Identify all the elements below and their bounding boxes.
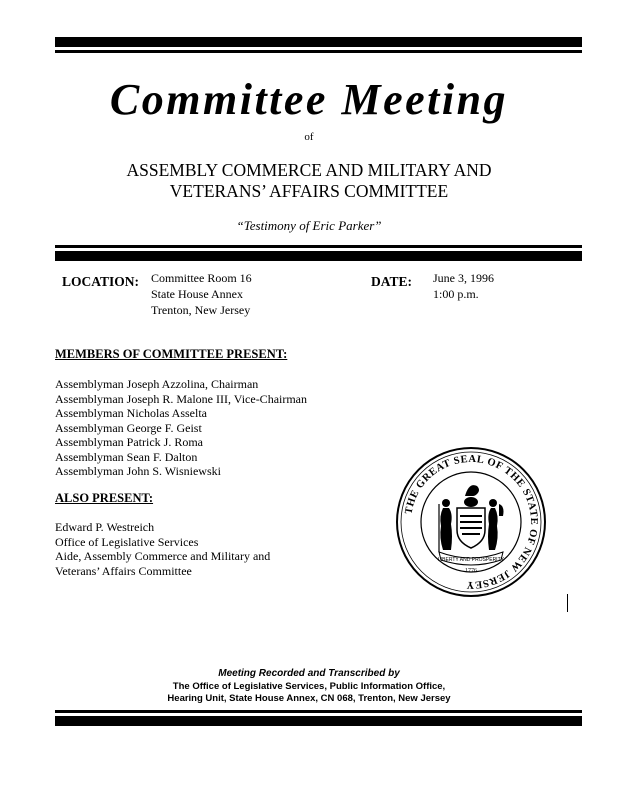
member-item: Assemblyman Joseph Azzolina, Chairman [55, 377, 259, 391]
location-value [151, 270, 252, 318]
location-label: LOCATION: [62, 274, 140, 289]
location-line-1: Committee Room 16 [151, 271, 252, 285]
date-label: DATE: [371, 274, 413, 289]
bottom-rule-thick [55, 716, 582, 726]
also-present-list [55, 520, 270, 578]
also-present-item: Office of Legislative Services [55, 534, 199, 549]
members-list [55, 377, 307, 479]
seal-ring-text: THE GREAT SEAL OF THE STATE OF NEW JERSEY [403, 453, 540, 591]
bottom-rule-thin [55, 710, 582, 713]
location-line-3: Trenton, New Jersey [151, 303, 251, 317]
state-seal [395, 446, 547, 598]
mid-rule-thick [55, 251, 582, 261]
member-item: Assemblyman Sean F. Dalton [55, 449, 198, 464]
date-line-1: June 3, 1996 [433, 271, 494, 285]
date-value [433, 270, 494, 302]
testimony-subtitle: “Testimony of Eric Parker” [236, 218, 382, 233]
date-line-2: 1:00 p.m. [433, 287, 479, 301]
seal-year: 1776 [465, 568, 477, 574]
mid-rule-thin [55, 245, 582, 248]
member-item: Assemblyman Patrick J. Roma [55, 435, 203, 449]
members-heading: MEMBERS OF COMMITTEE PRESENT: [55, 347, 288, 361]
member-item: Assemblyman John S. Wisniewski [55, 464, 221, 478]
committee-name [0, 160, 618, 202]
page-title: Committee Meeting [109, 75, 509, 124]
member-item: Assemblyman Joseph R. Malone III, Vice-Chairman [55, 391, 308, 406]
also-present-heading: ALSO PRESENT: [55, 491, 154, 505]
location-line-2: State House Annex [151, 287, 243, 301]
committee-name-line1: ASSEMBLY COMMERCE AND MILITARY AND [126, 160, 492, 180]
state-seal-graphic [395, 446, 547, 598]
also-present-item: Veterans’ Affairs Committee [55, 563, 192, 578]
top-rule-thick [55, 37, 582, 47]
footer-line-1: Meeting Recorded and Transcribed by [218, 668, 400, 679]
also-present-item: Aide, Assembly Commerce and Military and [55, 549, 271, 563]
footer-line-3: Hearing Unit, State House Annex, CN 068, Trenton, New Jersey [167, 693, 451, 704]
top-rule-thin [55, 50, 582, 53]
footer-line-2: The Office of Legislative Services, Public Information Office, [172, 680, 446, 692]
member-item: Assemblyman George F. Geist [55, 420, 202, 435]
also-present-item: Edward P. Westreich [55, 520, 155, 534]
committee-name-line2: VETERANS’ AFFAIRS COMMITTEE [169, 181, 449, 201]
footer-credit [0, 668, 618, 706]
seal-ribbon-text: LIBERTY AND PROSPERITY [438, 557, 504, 563]
member-item: Assemblyman Nicholas Asselta [55, 406, 207, 420]
title-of: of [304, 131, 314, 143]
margin-mark [567, 594, 568, 612]
